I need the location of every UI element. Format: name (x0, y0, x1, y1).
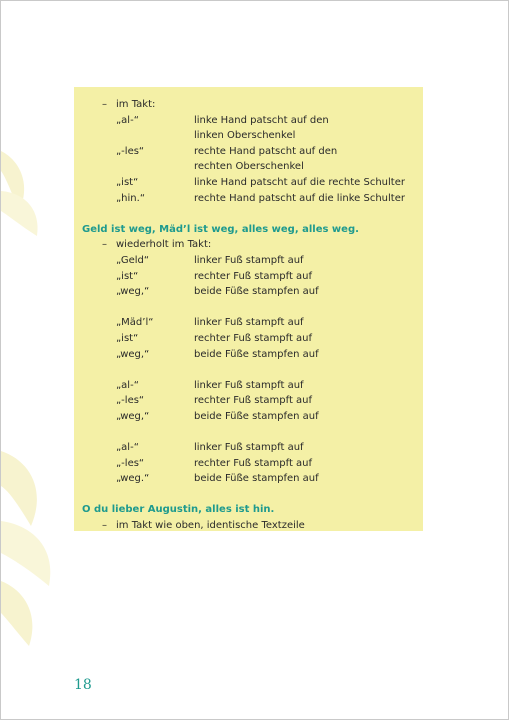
table-row (82, 284, 419, 300)
lyric-syllable: „ist“ (116, 332, 139, 344)
lyric-syllable: „Mäd’l“ (116, 317, 154, 329)
table-row (82, 128, 419, 144)
movement-description: rechter Fuß stampft auf (194, 457, 313, 469)
intro-text: im Takt: (116, 99, 156, 110)
lyric-syllable: „al-“ (116, 379, 139, 391)
spacer (82, 487, 419, 503)
movement-description: linke Hand patscht auf die rechte Schulter (194, 176, 405, 188)
spacer (82, 424, 419, 440)
dash-marker: – (102, 239, 107, 251)
table-row (82, 315, 419, 331)
table-row (82, 409, 419, 425)
table-row (82, 253, 419, 269)
table-row (82, 191, 419, 207)
leaf-ornament-icon (1, 441, 71, 661)
instruction-box (74, 87, 423, 531)
lyric-syllable: „-les“ (116, 395, 145, 407)
lyric-syllable: „Geld“ (116, 254, 150, 266)
lyric-syllable: „hin.“ (116, 192, 145, 204)
lyric-syllable: „weg,“ (116, 286, 150, 298)
table-row (82, 440, 419, 456)
table-row (82, 347, 419, 363)
lyric-syllable: „ist“ (116, 176, 139, 188)
movement-description: rechte Hand patscht auf den (194, 145, 338, 157)
instruction-content (82, 97, 419, 534)
dash-marker: – (102, 520, 107, 532)
movement-description: rechter Fuß stampft auf (194, 332, 313, 344)
movement-description: linker Fuß stampft auf (194, 254, 304, 266)
table-row (82, 159, 419, 175)
spacer (82, 300, 419, 316)
table-row (82, 393, 419, 409)
lyric-syllable: „weg.“ (116, 473, 150, 485)
intro-text: wiederholt im Takt: (116, 239, 212, 251)
movement-description: rechter Fuß stampft auf (194, 270, 313, 282)
intro-line (82, 518, 419, 534)
lyric-syllable: „al-“ (116, 442, 139, 454)
intro-line (82, 237, 419, 253)
movement-description: beide Füße stampfen auf (194, 348, 319, 360)
lyric-syllable: „weg,“ (116, 348, 150, 360)
movement-description: linker Fuß stampft auf (194, 379, 304, 391)
section-heading: O du lieber Augustin, alles ist hin. (82, 504, 275, 516)
spacer (82, 206, 419, 222)
page-number: 18 (74, 677, 92, 693)
section-heading: Geld ist weg, Mäd’l ist weg, alles weg, alles weg. (82, 223, 359, 235)
table-row (82, 331, 419, 347)
movement-description: rechten Oberschenkel (194, 161, 304, 173)
table-row (82, 471, 419, 487)
table-row (82, 378, 419, 394)
lyric-syllable: „weg,“ (116, 410, 150, 422)
lyric-syllable: „al-“ (116, 114, 139, 126)
movement-description: linken Oberschenkel (194, 130, 296, 142)
dash-marker: – (102, 99, 107, 110)
lyric-syllable: „ist“ (116, 270, 139, 282)
movement-description: linker Fuß stampft auf (194, 317, 304, 329)
movement-description: rechte Hand patscht auf die linke Schulter (194, 192, 405, 204)
movement-description: beide Füße stampfen auf (194, 410, 319, 422)
movement-description: beide Füße stampfen auf (194, 473, 319, 485)
table-row (82, 113, 419, 129)
table-row (82, 269, 419, 285)
lyric-syllable: „-les“ (116, 457, 145, 469)
leaf-ornament-icon (1, 131, 71, 251)
movement-description: linker Fuß stampft auf (194, 442, 304, 454)
movement-description: linke Hand patscht auf den (194, 114, 329, 126)
intro-line (82, 97, 419, 113)
spacer (82, 362, 419, 378)
table-row (82, 456, 419, 472)
lyric-syllable: „-les“ (116, 145, 145, 157)
table-row (82, 144, 419, 160)
movement-description: rechter Fuß stampft auf (194, 395, 313, 407)
table-row (82, 175, 419, 191)
movement-description: beide Füße stampfen auf (194, 286, 319, 298)
intro-text: im Takt wie oben, identische Textzeile (116, 520, 305, 532)
